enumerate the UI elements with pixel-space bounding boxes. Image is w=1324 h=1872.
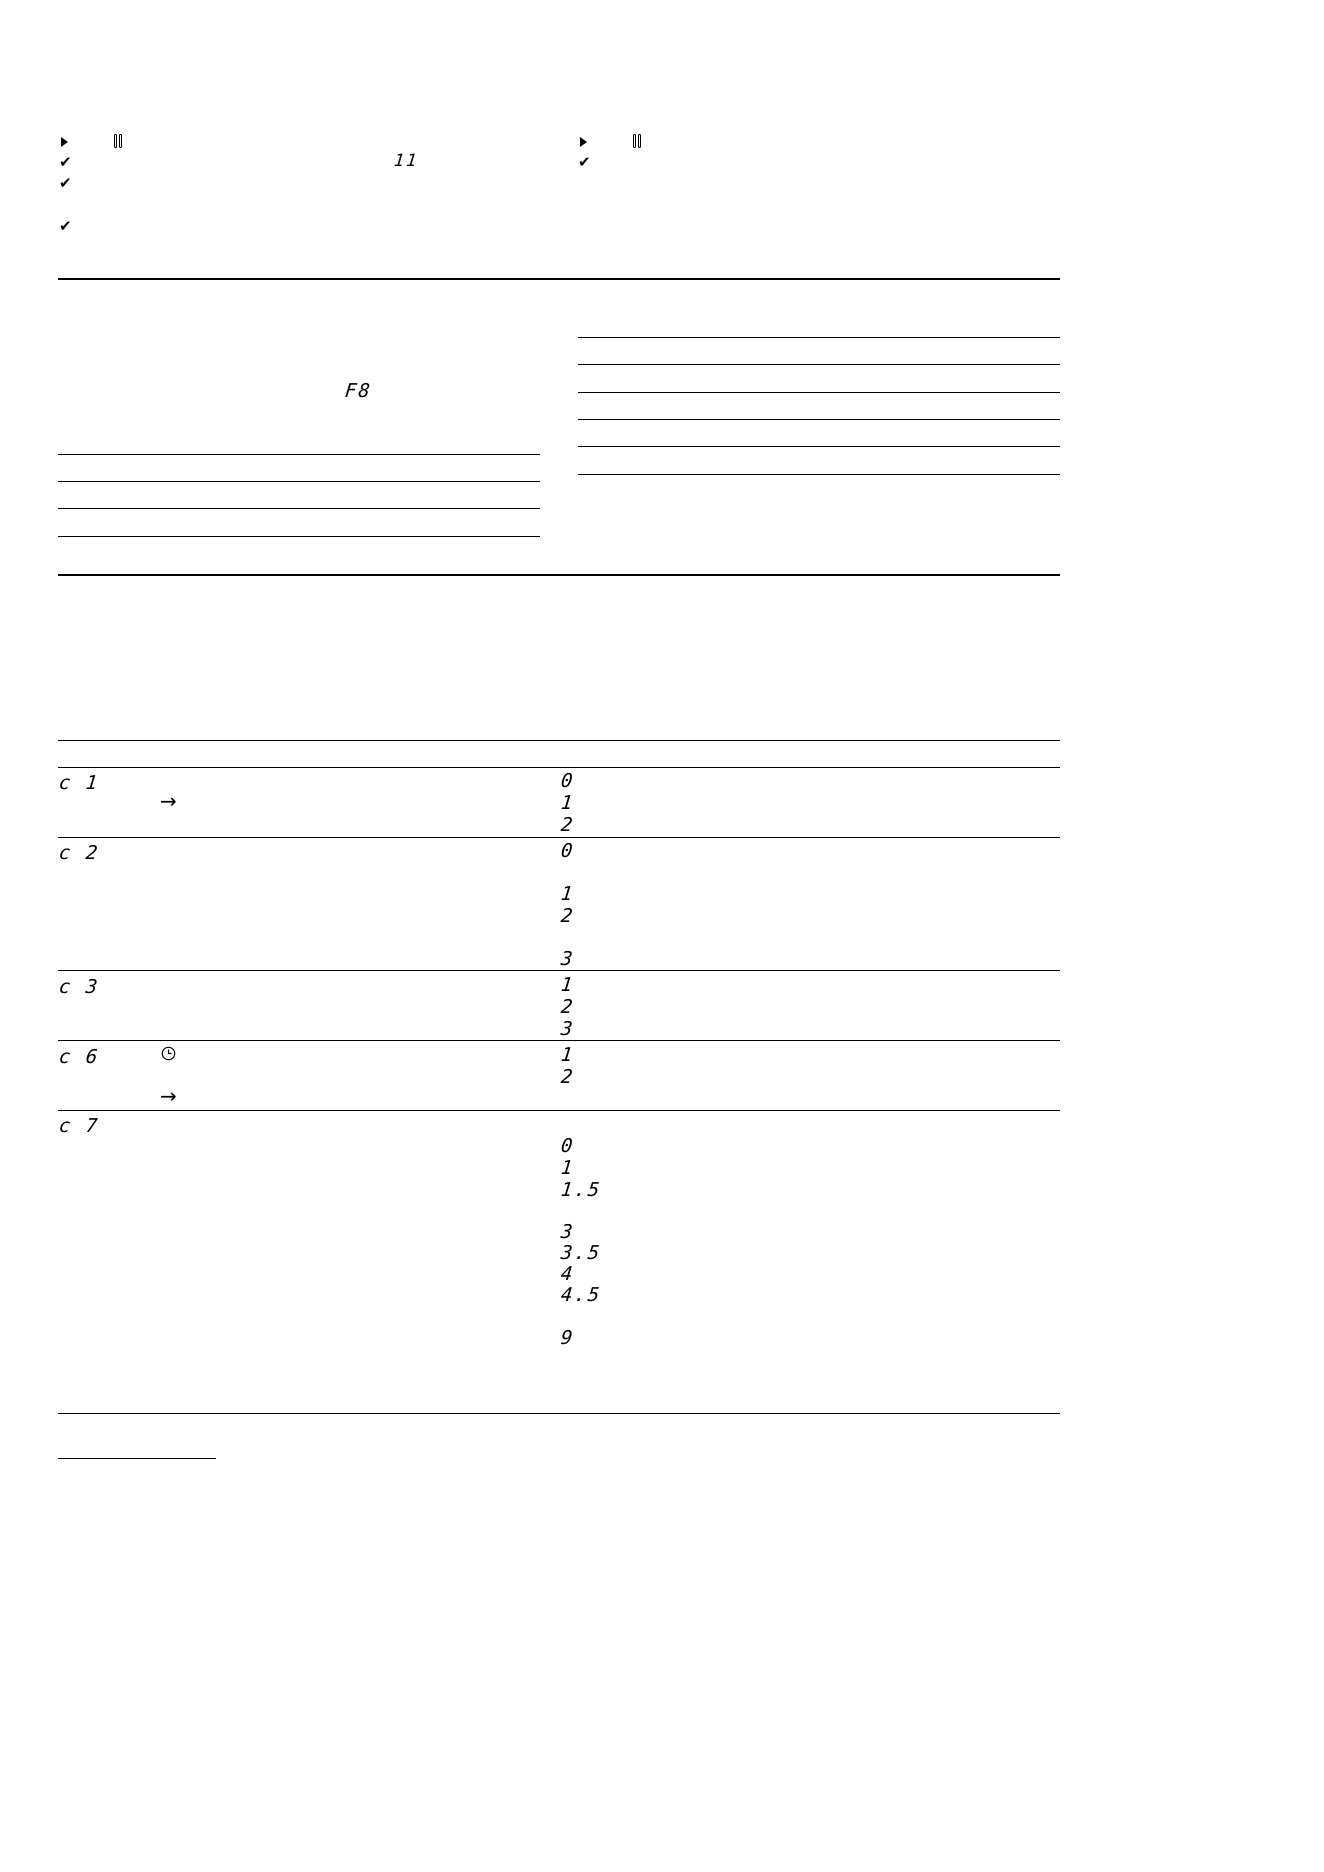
setting-value: 2 (559, 996, 576, 1018)
table-rule (58, 508, 540, 509)
setting-value: 1 (559, 974, 576, 996)
setting-value: 1.5 (559, 1179, 603, 1201)
section-divider (58, 278, 1060, 280)
setting-value: 3 (559, 1018, 576, 1040)
setting-value: 9 (559, 1327, 576, 1349)
table-header-rule (58, 767, 1060, 768)
arrow-right-icon: → (160, 789, 177, 813)
table-rule (578, 392, 1060, 393)
table-row-rule (58, 1110, 1060, 1111)
setting-value: 2 (559, 1066, 576, 1088)
table-bottom-rule (58, 1413, 1060, 1414)
triangle-right-icon (580, 137, 587, 147)
setting-value: 1 (559, 1044, 576, 1066)
table-row-rule (58, 1040, 1060, 1041)
setting-code: c 7 (57, 1115, 101, 1137)
setting-code: c 2 (57, 842, 101, 864)
setting-value: 3 (559, 948, 576, 970)
table-rule (578, 419, 1060, 420)
check-icon: ✔ (59, 153, 72, 171)
setting-code: c 1 (57, 772, 101, 794)
setting-value: 4.5 (559, 1284, 603, 1306)
setting-code: c 6 (57, 1046, 101, 1068)
table-rule (578, 474, 1060, 475)
section-divider (58, 574, 1060, 576)
pause-icon (114, 134, 123, 148)
setting-value: 1 (559, 883, 576, 905)
table-rule (58, 454, 540, 455)
table-rule (58, 536, 540, 537)
table-row-rule (58, 837, 1060, 838)
pause-icon (633, 134, 642, 148)
setting-value: 0 (559, 840, 576, 862)
table-rule (578, 337, 1060, 338)
setting-value: 1 (559, 1157, 576, 1179)
table-rule (578, 364, 1060, 365)
setting-value: 0 (559, 770, 576, 792)
setting-value: 3.5 (559, 1242, 603, 1264)
fault-display-code: F8 (343, 380, 374, 402)
setting-value: 0 (559, 1135, 576, 1157)
setting-value: 3 (559, 1221, 576, 1243)
clock-icon (161, 1046, 176, 1061)
footnote-separator (58, 1458, 216, 1459)
check-icon: ✔ (578, 153, 591, 171)
table-row-rule (58, 970, 1060, 971)
table-header-rule (58, 740, 1060, 741)
setting-code: c 3 (57, 976, 101, 998)
setting-value: 2 (559, 905, 576, 927)
table-rule (58, 481, 540, 482)
check-icon: ✔ (59, 217, 72, 235)
setting-value: 1 (559, 792, 576, 814)
table-rule (578, 446, 1060, 447)
triangle-right-icon (61, 137, 68, 147)
setting-value: 2 (559, 814, 576, 836)
setting-value: 4 (559, 1263, 576, 1285)
arrow-right-icon: → (160, 1084, 177, 1108)
check-icon: ✔ (59, 174, 72, 192)
display-symbol: 11 (392, 151, 420, 171)
